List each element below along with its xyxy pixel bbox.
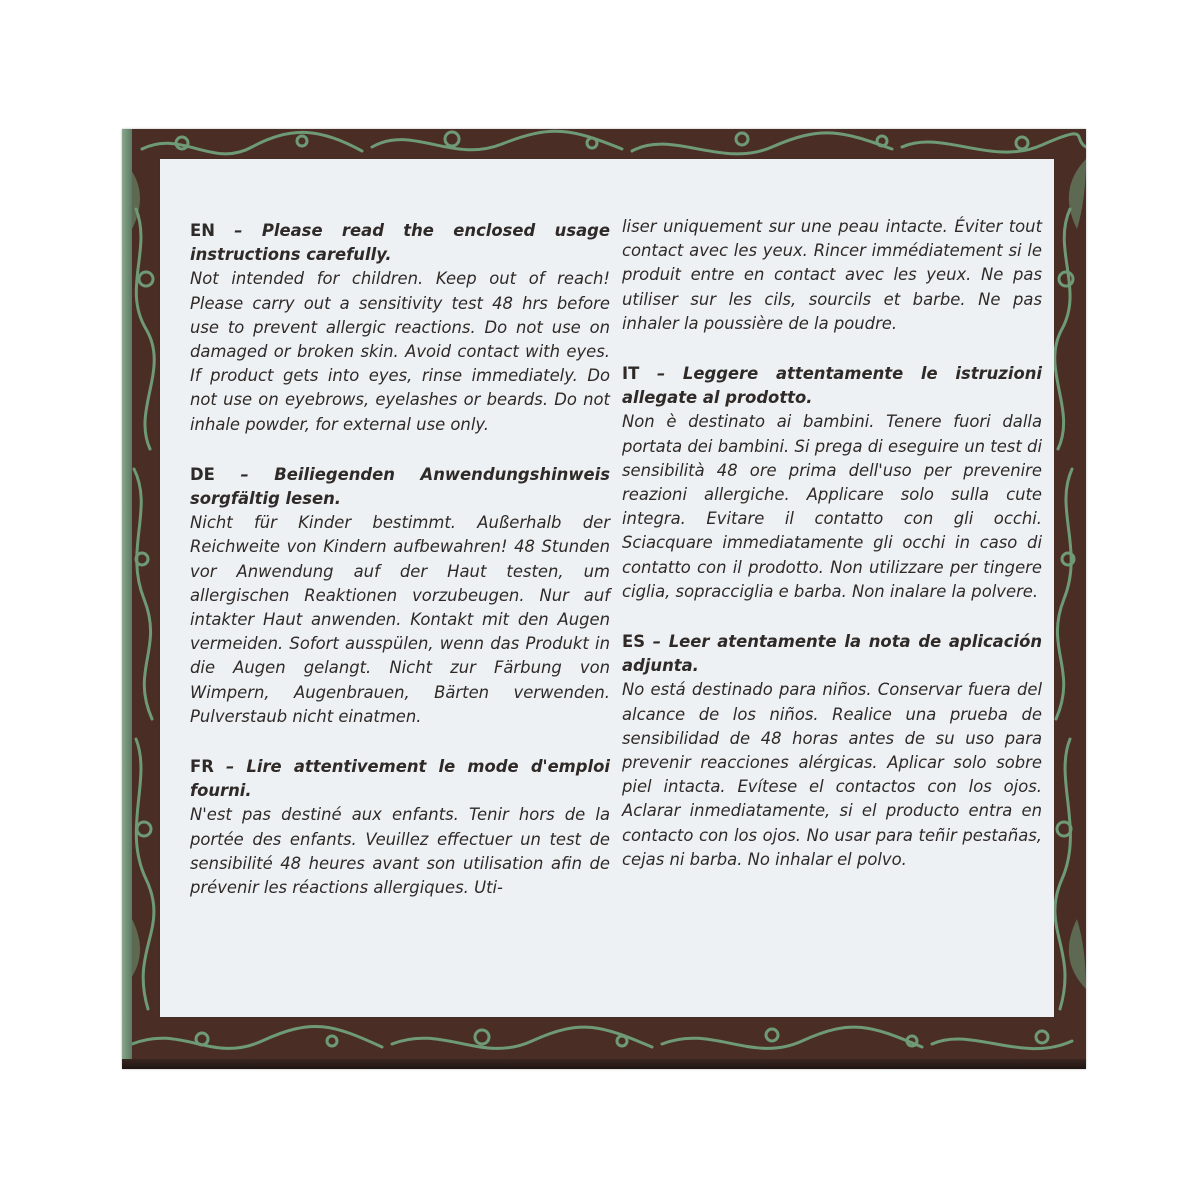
box-bottom-edge [122, 1059, 1086, 1069]
section-de [190, 463, 610, 729]
section-heading: IT – Leggere attentamente le istruzioni allegate al prodotto. [622, 364, 1043, 408]
section-heading: ES – Leer atentamente la nota de aplicación adjunta. [622, 632, 1042, 676]
section-body: Not intended for children. Keep out of reach! Please carry out a sensitivity test 48 hrs before use to prevent allergic reactions. Do not use on damaged or broken skin. Avoid contact with eyes. If product gets into eyes, rinse immediately. Do not use on eyebrows, eyelashes or beards. Do not inhale powder, for external use only. [190, 269, 610, 434]
heading-text: Beiliegenden Anwendungshinweis sorgfältig lesen. [190, 464, 610, 509]
heading-text: Please read the enclosed usage instructions carefully. [190, 221, 610, 265]
section-heading: DE – Beiliegenden Anwendungshinweis sorgfältig lesen. [190, 464, 610, 509]
section-body: Nicht für Kinder bestimmt. Außerhalb der Reichweite von Kindern aufbewahren! 48 Stunden vor Anwendung auf der Haut testen, um allergischen Reaktionen vorzubeugen. Nur auf intakter Haut anwenden. Kontakt mit den Augen vermeiden. Sofort ausspülen, wenn das Produkt in die Augen gelangt. Nicht zur Färbung von Wimpern, Augenbrauen, Bärten verwenden. Pulverstaub nicht einatmen. [190, 513, 610, 726]
section-heading: FR – Lire attentivement le mode d'emploi fourni. [190, 757, 610, 801]
section-en [190, 219, 610, 437]
language-code: FR [190, 757, 214, 777]
section-body: liser uniquement sur une peau intacte. Éviter tout contact avec les yeux. Rincer immédiatement si le produit entre en contact avec les yeux. Ne pas utiliser sur les cils, sourcils et barbe. Ne pas inhaler la poussière de la poudre. [622, 217, 1042, 333]
product-box [122, 129, 1086, 1069]
section-heading: EN – Please read the enclosed usage instructions carefully. [190, 221, 610, 265]
section-body: N'est pas destiné aux enfants. Tenir hors de la portée des enfants. Veuillez effectuer un test de sensibilité 48 heures avant son utilisation afin de prévenir les réactions allergiques. Uti- [190, 805, 610, 898]
section-body: No está destinado para niños. Conservar fuera del alcance de los niños. Realice una prueba de sensibilidad de 48 horas antes de su uso para prevenir reacciones alérgicas. Aplicar solo sobre piel intacta. Evítese el contactos con los ojos. Aclarar inmediatamente, si el producto entra en contacto con los ojos. No usar para teñir pestañas, cejas ni barba. No inhalar el polvo. [622, 680, 1042, 869]
heading-text: Leer atentamente la nota de aplicación adjunta. [622, 632, 1042, 676]
section-it [622, 362, 1042, 604]
label-column-right [622, 215, 1042, 898]
box-left-edge [122, 129, 132, 1069]
heading-text: Lire attentivement le mode d'emploi fourni. [190, 757, 610, 801]
language-code: IT [622, 364, 640, 384]
section-fr [190, 755, 610, 900]
language-code: DE [190, 464, 215, 484]
warning-label [160, 159, 1054, 1017]
language-code: EN [190, 221, 215, 240]
heading-text: Leggere attentamente le istruzioni allegate al prodotto. [622, 364, 1043, 408]
label-column-left [190, 219, 610, 926]
section-es [622, 630, 1042, 872]
section-body: Non è destinato ai bambini. Tenere fuori dalla portata dei bambini. Si prega di eseguire un test di sensibilità 48 ore prima dell'uso per prevenire reazioni allergiche. Applicare solo sulla cute integra. Evitare il contatto con gli occhi. Sciacquare immediatamente gli occhi in caso di contatto con il prodotto. Non utilizzare per tingere ciglia, sopracciglia e barba. Non inalare la polvere. [622, 412, 1042, 601]
language-code: ES [622, 632, 646, 652]
section-fr-continued [622, 215, 1042, 336]
